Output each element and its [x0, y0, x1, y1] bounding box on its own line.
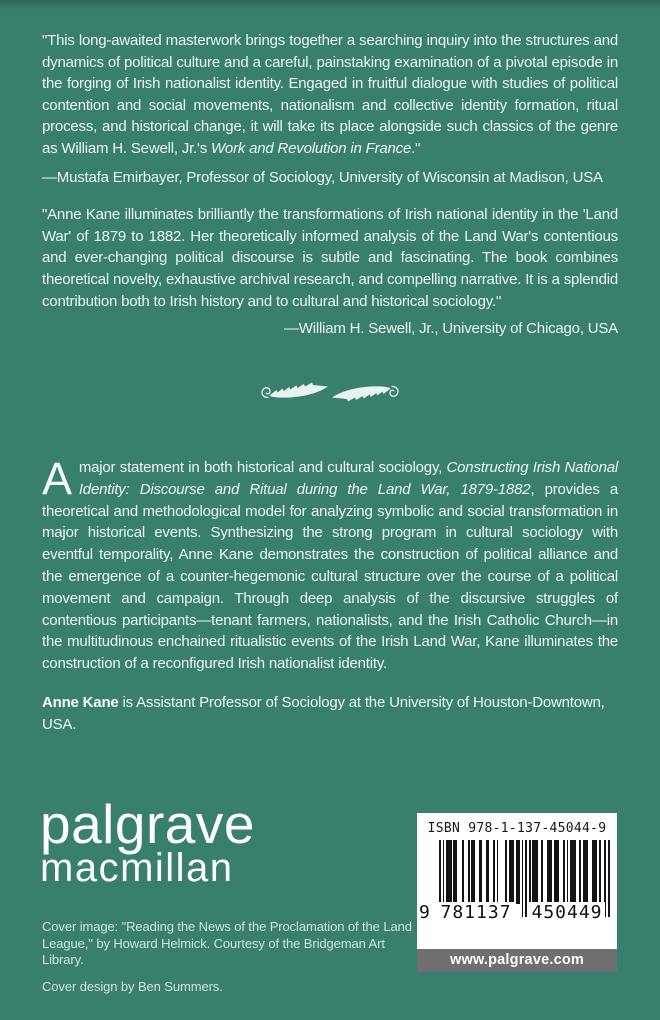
barcode-digit-lead: 9 — [419, 902, 430, 923]
review-quote-1-text: "This long-awaited masterwork brings together a searching inquiry into the structures and dynamics of political culture and a careful, painstaking examination of a pivotal episode in the forging of Irish nationalist identity. Engaged in fruitful dialogue with studies of political contention and social movements, nationalism and collective identity formation, ritual process, and historical change, it will take its place alongside such classics of the genre as William H. Sewell, Jr.'s — [42, 32, 618, 157]
review-quote-2: "Anne Kane illuminates brilliantly the transformations of Irish national identity in the 'Land War' of 1879 to 1882. Her theoretically informed analysis of the Land War's contentious and ever-changing political discourse is subtle and fascinating. The book combines theoretical novelty, exhaustive archival research, and compelling narrative. It is a splendid contribution both to Irish history and to cultural and historical sociology." — [42, 206, 618, 310]
description-section — [42, 453, 618, 736]
cover-image-credit: Cover image: "Reading the News of the Proclamation of the Land League," by Howard Helmick. Courtesy of the Bridgeman Art Library. — [42, 919, 412, 967]
author-bio-text: is Assistant Professor of Sociology at the University of Houston-Downtown, USA. — [42, 693, 605, 733]
description-lead: major statement in both historical and cultural sociology, — [78, 459, 447, 476]
credits-section — [42, 919, 424, 995]
barcode-digits — [419, 902, 611, 923]
reviews-section — [42, 30, 618, 340]
isbn-box — [417, 813, 617, 949]
review-quote-1 — [42, 30, 618, 160]
publisher-logo-macmillan: macmillan — [40, 846, 234, 890]
publisher-website: www.palgrave.com — [417, 949, 617, 972]
review-quote-1-book-title: Work and Revolution in France — [210, 139, 412, 157]
dropcap-letter: A — [42, 453, 72, 504]
leaf-flourish-icon — [260, 380, 400, 404]
barcode-block — [417, 813, 617, 972]
review-attribution-2: —William H. Sewell, Jr., University of Chicago, USA — [283, 320, 618, 338]
review-quote-1-closing: ." — [411, 139, 421, 157]
isbn-label: ISBN 978-1-137-45044-9 — [427, 821, 607, 836]
barcode-digit-group1: 781137 — [437, 902, 515, 923]
publisher-logo-palgrave: palgrave — [40, 793, 255, 855]
cover-design-credit: Cover design by Ben Summers. — [42, 978, 223, 994]
author-bio — [42, 692, 618, 736]
barcode-digit-group2: 450449 — [529, 902, 605, 923]
review-attribution-1: —Mustafa Emirbayer, Professor of Sociology, University of Wisconsin at Madison, USA — [42, 168, 603, 186]
description-book-title: Constructing Irish National Identity: Discourse and Ritual during the Land War, 1879-1882 — [78, 459, 618, 498]
publisher-logo — [40, 793, 255, 890]
author-name: Anne Kane — [42, 693, 119, 711]
book-description — [42, 453, 618, 675]
description-rest: , provides a theoretical and methodological model for analyzing symbolic and social transformation in major historical events. Synthesizing the strong program in cultural sociology with eventful temporality, Anne Kane demonstrates the construction of political alliance and the emergence of a counter-hegemonic cultural structure over the course of a political movement and campaign. Through deep analysis of the discursive struggles of contentious participants—tenant farmers, nationalists, and the Irish Catholic Church—in the multitudinous enchained ritualistic events of the Irish Land War, Kane illuminates the construction of a reconfigured Irish nationalist identity. — [42, 480, 618, 673]
